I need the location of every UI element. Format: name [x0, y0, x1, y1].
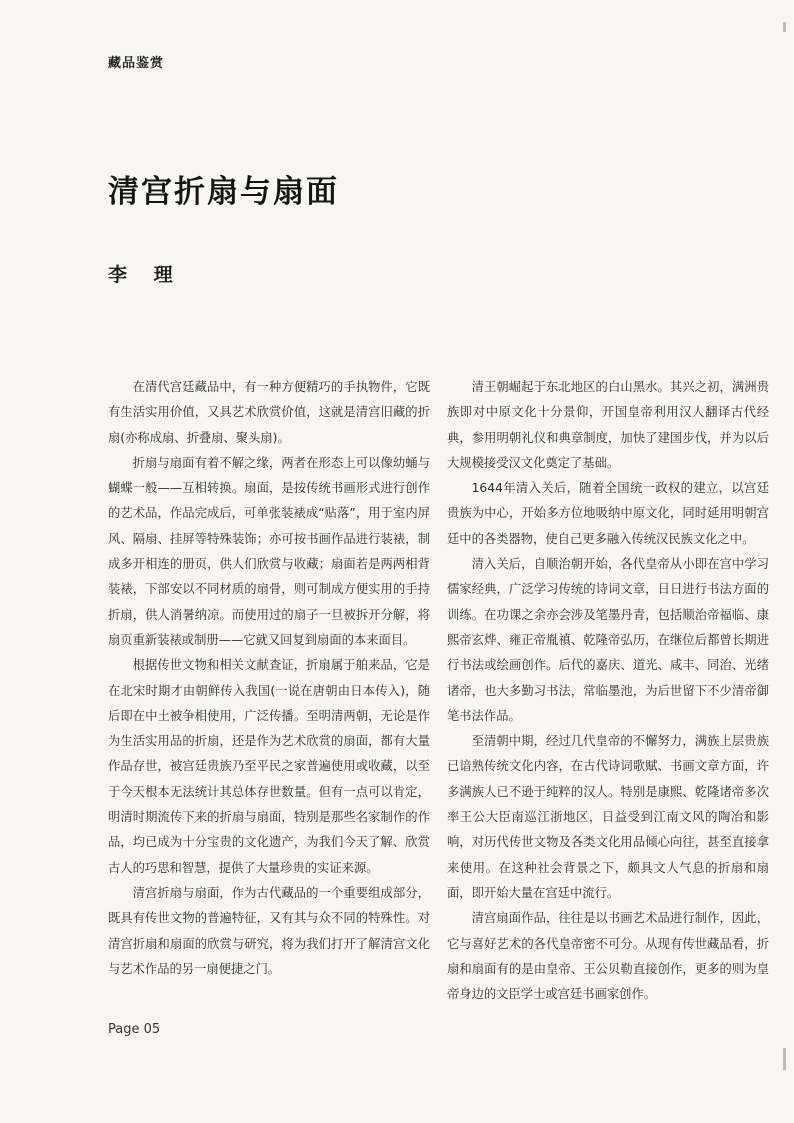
paragraph: 根据传世文物和相关文献查证，折扇属于舶来品，它是在北宋时期才由朝鲜传入我国(一说在唐朝由日本传入)，随后即在中土被争相使用，广泛传播。至明清两朝，无论是作为生活实用品的折扇，还是作为艺术欣赏的扇面，都有大量作品存世，被宫廷贵族乃至平民之家普遍使用或收藏，以至于今天根本无法统计其总体存世数量。但有一点可以肯定，明清时期流传下来的折扇与扇面，特别是那些名家制作的作品，均已成为十分宝贵的文化遗产，为我们今天了解、欣赏古人的巧思和智慧，提供了大量珍贵的实证来源。 — [108, 658, 430, 875]
article-title: 清宫折扇与扇面 — [108, 174, 339, 210]
scan-edge-mark — [783, 22, 786, 32]
paragraph: 清宫扇面作品，往往是以书画艺术品进行制作，因此，它与喜好艺术的各代皇帝密不可分。从现有传世藏品看，折扇和扇面有的是由皇帝、王公贝勒直接创作，更多的则为皇帝身边的文臣学士或宫廷书画家创作。 — [447, 911, 769, 1002]
right-column — [447, 375, 769, 1007]
section-label: 藏品鉴赏 — [108, 56, 165, 71]
paragraph: 1644年清入关后，随着全国统一政权的建立，以宫廷贵族为中心，开始多方位地吸纳中原文化，同时延用明朝宫廷中的各类器物，使自己更多融入传统汉民族文化之中。 — [447, 481, 769, 546]
paragraph: 至清朝中期，经过几代皇帝的不懈努力，满族上层贵族已谙熟传统文化内容，在古代诗词歌赋、书画文章方面，许多满族人已不逊于纯粹的汉人。特别是康熙、乾隆诸帝多次率王公大臣南巡江浙地区，日益受到江南文风的陶冶和影响，对历代传世文物及各类文化用品倾心向往，甚至直接拿来使用。在这种社会背景之下，颇具文人气息的折扇和扇面，即开始大量在宫廷中流行。 — [447, 734, 769, 900]
paragraph: 在清代宫廷藏品中，有一种方便精巧的手执物件，它既有生活实用价值，又具艺术欣赏价值，这就是清宫旧藏的折扇(亦称成扇、折叠扇、聚头扇)。 — [108, 380, 430, 445]
left-column — [108, 375, 430, 982]
paragraph: 折扇与扇面有着不解之缘，两者在形态上可以像幼蛹与蝴蝶一般——互相转换。扇面，是按传统书画形式进行创作的艺术品，作品完成后，可单张装裱成“贴落”，用于室内屏风、隔扇、挂屏等特殊装饰；亦可按书画作品进行装裱，制成多开相连的册页，供人们欣赏与收藏；扇面若是两两相背装裱，下部安以不同材质的扇骨，则可制成方便实用的手持折扇，供人消暑纳凉。而使用过的扇子一旦被拆开分解，将扇页重新装裱或制册——它就又回复到扇面的本来面目。 — [108, 455, 430, 647]
article-author: 李 理 — [108, 264, 183, 286]
paragraph: 清入关后，自顺治朝开始，各代皇帝从小即在宫中学习儒家经典，广泛学习传统的诗词文章，日日进行书法方面的训练。在功课之余亦会涉及笔墨丹青，包括顺治帝福临、康熙帝玄烨、雍正帝胤禛、乾隆帝弘历，在继位后都曾长期进行书法或绘画创作。后代的嘉庆、道光、咸丰、同治、光绪诸帝，也大多勤习书法，常临墨池，为后世留下不少清帝御笔书法作品。 — [447, 557, 769, 723]
scan-edge-mark — [783, 1048, 786, 1070]
paragraph: 清王朝崛起于东北地区的白山黑水。其兴之初，满洲贵族即对中原文化十分景仰，开国皇帝利用汉人翻译古代经典，参用明朝礼仪和典章制度，加快了建国步伐，并为以后大规模接受汉文化奠定了基础。 — [447, 380, 769, 470]
page-number: Page 05 — [108, 1022, 161, 1037]
paragraph: 清宫折扇与扇面，作为古代藏品的一个重要组成部分，既具有传世文物的普遍特征，又有其与众不同的特殊性。对清宫折扇和扇面的欣赏与研究，将为我们打开了解清宫文化与艺术作品的另一扇便捷之门。 — [108, 885, 430, 976]
